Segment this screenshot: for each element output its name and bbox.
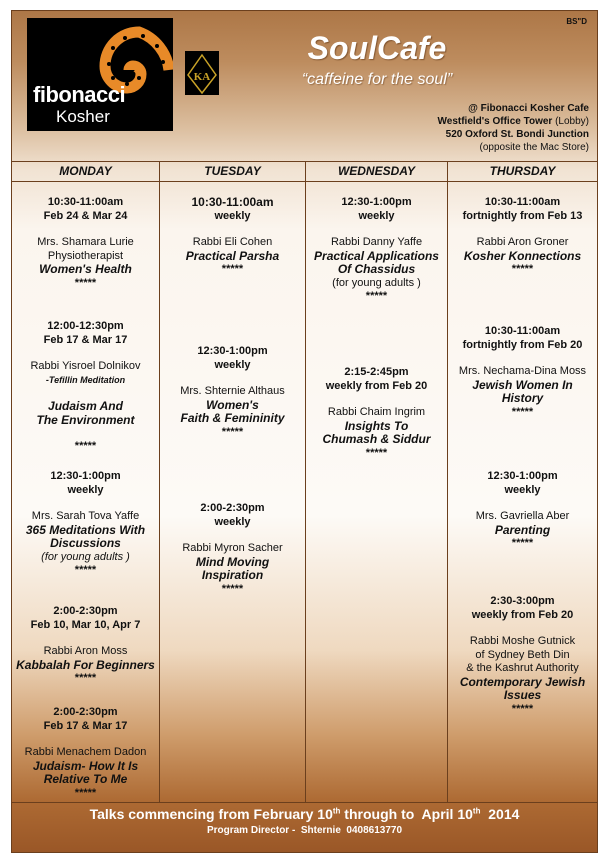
page-title: SoulCafe: [307, 30, 447, 66]
talk-entry: 10:30-11:00am fortnightly from Feb 13 Rabbi Aron Groner Kosher Konnections *****: [462, 196, 583, 275]
logo-subtext: Kosher: [56, 107, 110, 126]
talk-entry: 10:30-11:00am Feb 24 & Mar 24 Mrs. Shamara Lurie Physiotherapist Women's Health *****: [37, 196, 134, 289]
day-column-wednesday: [306, 162, 448, 802]
logo-wordmark: fibonacci: [33, 82, 126, 107]
talk-entry: 12:30-1:00pm weekly Rabbi Danny Yaffe Practical Applications Of Chassidus (for young adults ) *****: [314, 196, 439, 302]
fibonacci-kosher-logo: [27, 18, 173, 131]
tagline: “caffeine for the soul”: [301, 71, 453, 88]
program-director: Program Director - Shternie 0408613770: [206, 825, 403, 836]
flyer: [11, 10, 598, 853]
talk-entry: 10:30-11:00am weekly Rabbi Eli Cohen Practical Parsha *****: [185, 195, 280, 275]
ka-label: KA: [193, 71, 211, 83]
weekly-schedule: [12, 161, 597, 803]
day-header: THURSDAY: [448, 162, 597, 182]
talk-entry: 12:30-1:00pm weekly Mrs. Gavriella Aber Parenting *****: [475, 470, 570, 549]
day-column-monday: [12, 162, 160, 802]
day-column-thursday: [448, 162, 597, 802]
talk-entry: 2:30-3:00pm weekly from Feb 20 Rabbi Moshe Gutnick of Sydney Beth Din & the Kashrut Authority Contemporary Jewish Issues *****: [459, 595, 586, 715]
talk-entry: 10:30-11:00am fortnightly from Feb 20 Mrs. Nechama-Dina Moss Jewish Women In History *****: [458, 325, 587, 418]
address-line: @ Fibonacci Kosher Cafe: [468, 103, 589, 114]
talk-entry: 2:00-2:30pm Feb 17 & Mar 17 Rabbi Menachem Dadon Judaism- How It Is Relative To Me *****: [24, 706, 147, 799]
talk-entry: 2:15-2:45pm weekly from Feb 20 Rabbi Chaim Ingrim Insights To Chumash & Siddur *****: [322, 366, 431, 459]
address-line: Westfield's Office Tower (Lobby): [437, 116, 589, 127]
address-line: 520 Oxford St. Bondi Junction: [445, 129, 589, 140]
bsd-mark: BS"D: [566, 17, 587, 26]
talk-entry: 2:00-2:30pm Feb 10, Mar 10, Apr 7 Rabbi Aron Moss Kabbalah For Beginners *****: [16, 605, 155, 684]
day-header: TUESDAY: [160, 162, 305, 182]
program-dates: Talks commencing from February 10th through to April 10th 2014: [89, 806, 520, 822]
talk-entry: 12:00-12:30pm Feb 17 & Mar 17 Rabbi Yisroel Dolnikov -Tefillin Meditation Judaism And The Environment *****: [30, 320, 141, 452]
talk-entry: 12:30-1:00pm weekly Mrs. Sarah Tova Yaffe 365 Meditations With Discussions (for young adults ) *****: [25, 470, 146, 576]
talk-entry: 2:00-2:30pm weekly Rabbi Myron Sacher Mind Moving Inspiration *****: [182, 502, 283, 595]
day-column-tuesday: [160, 162, 306, 802]
day-header: WEDNESDAY: [306, 162, 447, 182]
talk-entry: 12:30-1:00pm weekly Mrs. Shternie Althaus Women's Faith & Femininity *****: [180, 345, 285, 438]
venue-address: [438, 102, 590, 154]
day-header: MONDAY: [12, 162, 159, 182]
kosher-certification-badge: [185, 51, 219, 95]
address-line: (opposite the Mac Store): [479, 142, 589, 153]
